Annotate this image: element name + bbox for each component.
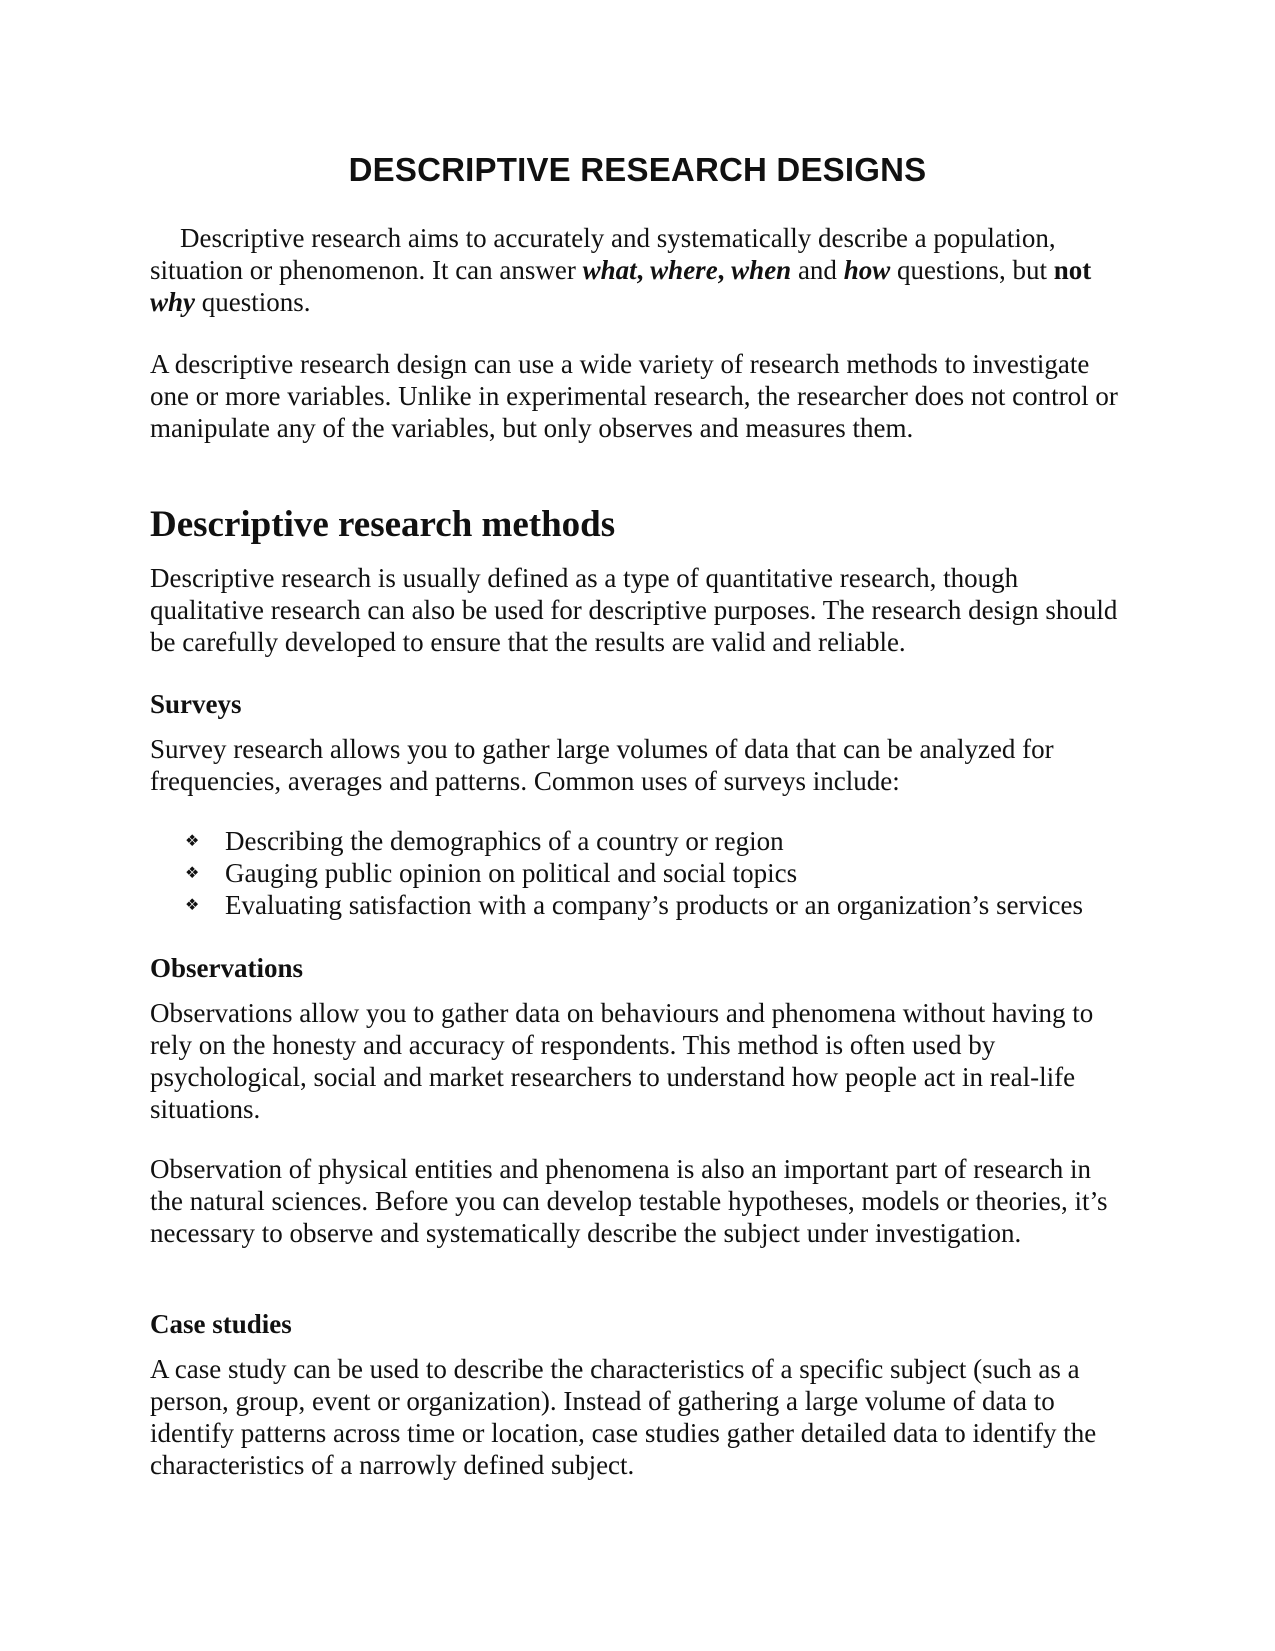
list-item: [185, 889, 1185, 921]
surveys-bullet-list: [185, 825, 1185, 921]
intro-where: where: [650, 255, 718, 285]
methods-heading: Descriptive research methods: [150, 504, 616, 545]
diamond-bullet-icon: ❖: [185, 863, 200, 882]
intro-why: why: [150, 287, 196, 317]
intro-text-2: questions, but: [890, 255, 1054, 285]
case-studies-paragraph: A case study can be used to describe the characteristics of a specific subject (such as a person, group, event or organization). Instead of gathering a large volume of data to identify patterns across time or location, case studies gather detailed data to identify the characteristics of a narrowly defined subject.: [150, 1354, 1097, 1480]
list-item: [185, 857, 1185, 889]
diamond-bullet-icon: ❖: [185, 831, 200, 850]
list-item: [185, 825, 1185, 857]
intro-how: how: [843, 255, 891, 285]
intro-text-3: questions.: [195, 287, 311, 317]
diamond-bullet-icon: ❖: [185, 895, 200, 914]
case-studies-heading: Case studies: [150, 1309, 292, 1339]
surveys-paragraph: Survey research allows you to gather large volumes of data that can be analyzed for frequencies, averages and patterns. Common uses of surveys include:: [150, 734, 1054, 796]
observations-paragraph-1: Observations allow you to gather data on behaviours and phenomena without having to rely on the honesty and accuracy of respondents. This method is often used by psychological, social and market researchers to understand how people act in real-life situations.: [150, 998, 1094, 1124]
observations-heading: Observations: [150, 953, 304, 983]
observations-paragraph-2: Observation of physical entities and phenomena is also an important part of research in the natural sciences. Before you can develop testable hypotheses, models or theories, it’s necessary to observe and systematically describe the subject under investigation.: [150, 1154, 1108, 1248]
surveys-heading: Surveys: [150, 689, 242, 719]
list-item-text: Gauging public opinion on political and social topics: [225, 858, 798, 888]
intro-what: what: [582, 255, 637, 285]
intro-and: and: [791, 255, 844, 285]
list-item-text: Describing the demographics of a country or region: [225, 826, 784, 856]
intro-comma-1: ,: [636, 255, 644, 285]
methods-paragraph: Descriptive research is usually defined as a type of quantitative research, though qualitative research can also be used for descriptive purposes. The research design should be carefully developed to ensure that the results are valid and reliable.: [150, 563, 1118, 657]
intro-comma-2: ,: [717, 255, 725, 285]
intro-not: not: [1053, 255, 1092, 285]
list-item-text: Evaluating satisfaction with a company’s products or an organization’s services: [225, 890, 1084, 920]
document-title: DESCRIPTIVE RESEARCH DESIGNS: [348, 151, 927, 188]
intro-text-1: Descriptive research aims to accurately and systematically describe a population, situation or phenomenon. It can answer: [150, 223, 1056, 285]
intro-when: when: [731, 255, 792, 285]
intro-paragraph: [150, 222, 1130, 318]
variables-paragraph: A descriptive research design can use a wide variety of research methods to investigate one or more variables. Unlike in experimental research, the researcher does not control or manipulate any of the variables, but only observes and measures them.: [150, 349, 1118, 443]
